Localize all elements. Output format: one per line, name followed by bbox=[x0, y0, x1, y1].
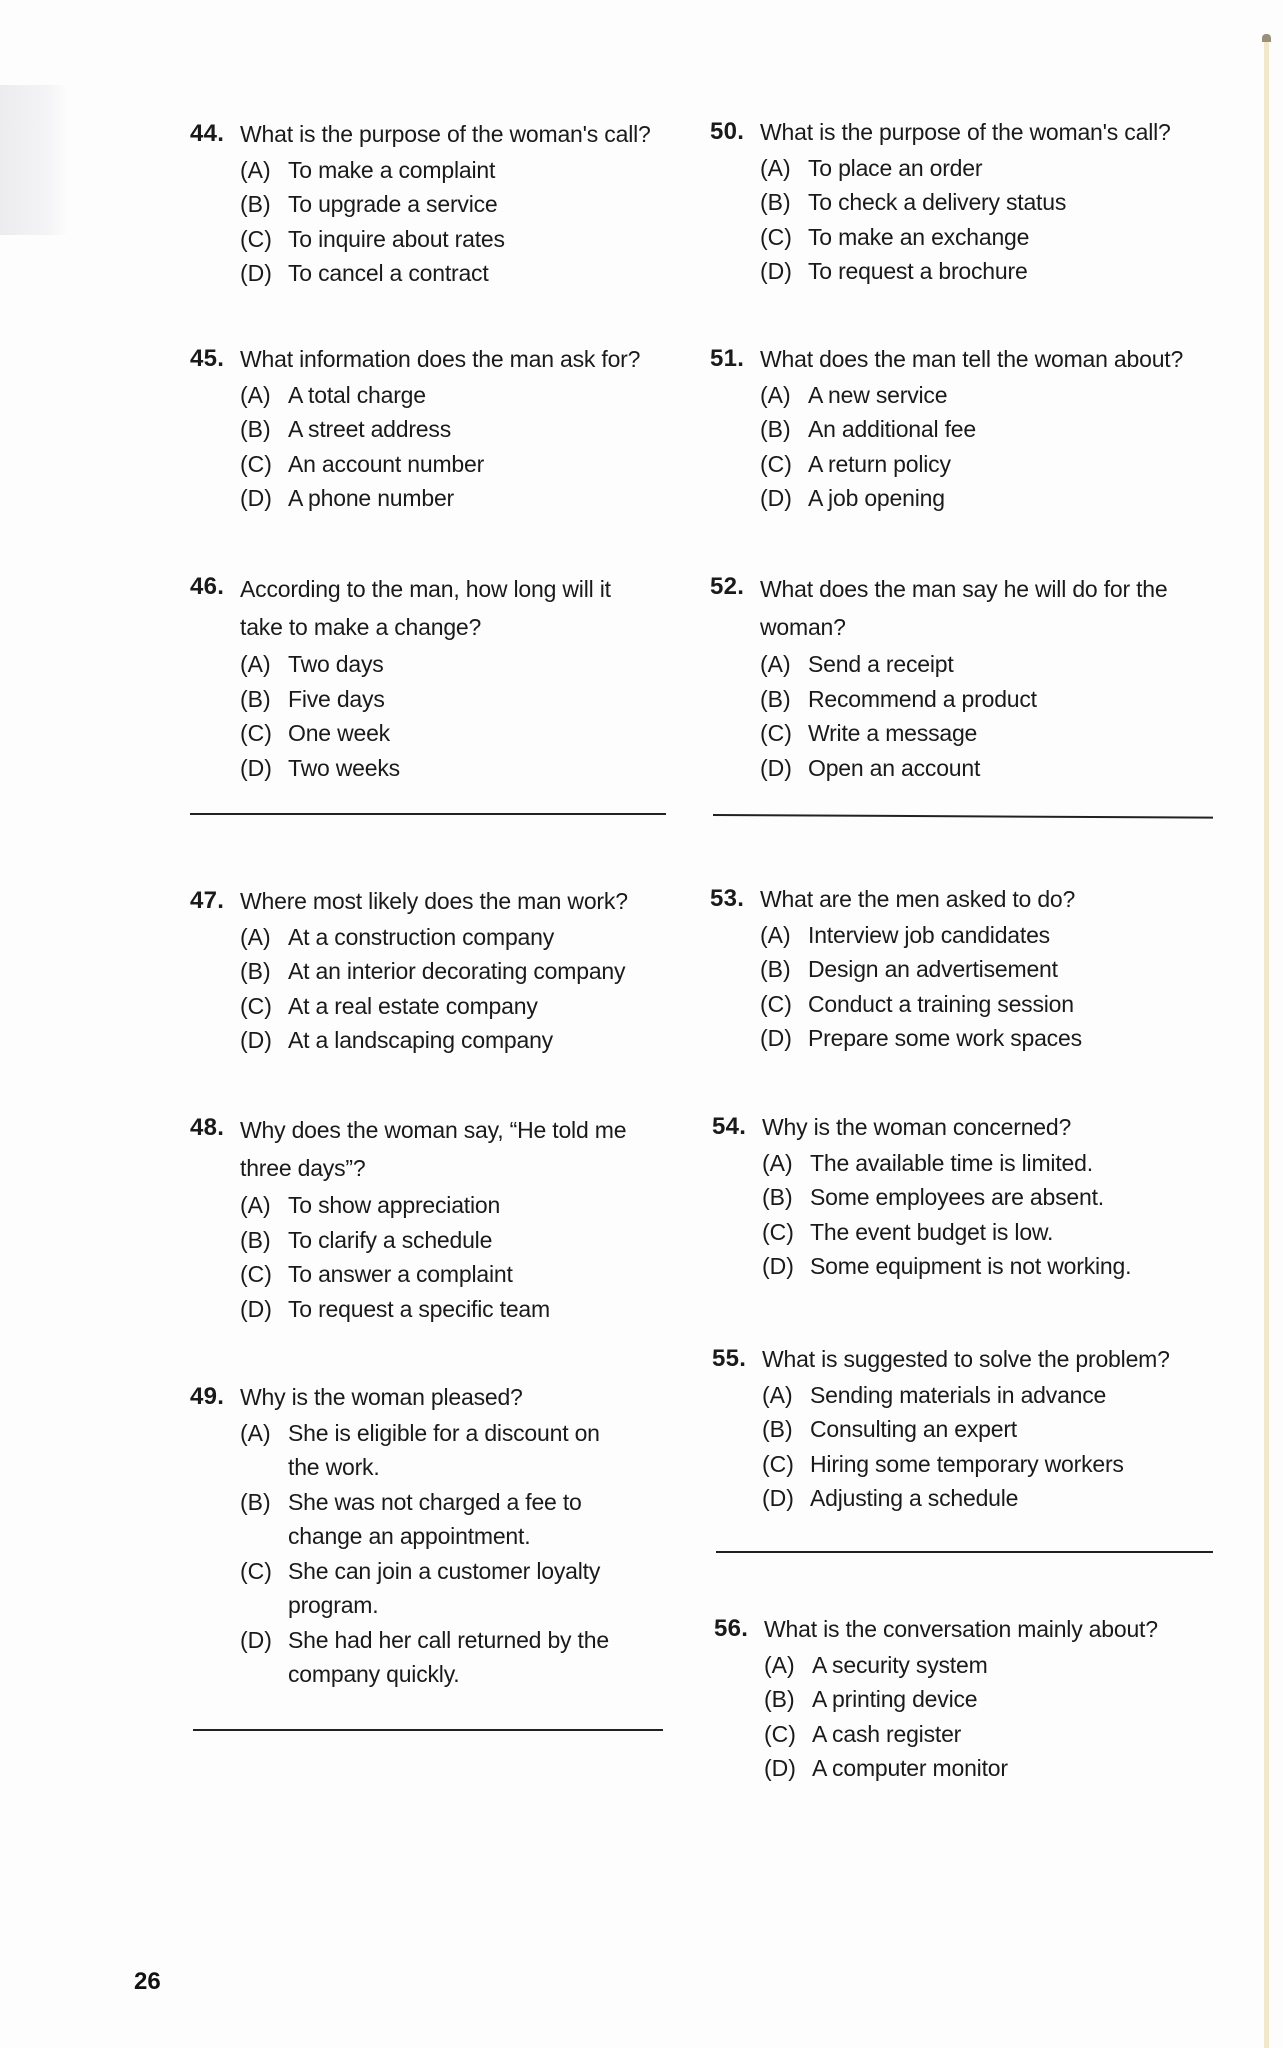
option-c[interactable] bbox=[240, 447, 690, 482]
option-letter: (B) bbox=[240, 1488, 271, 1515]
question-46 bbox=[190, 570, 630, 785]
option-text: Recommend a product bbox=[808, 685, 1037, 712]
question-number: 54. bbox=[712, 1113, 747, 1140]
option-b[interactable] bbox=[760, 185, 1230, 220]
question-number: 45. bbox=[190, 345, 225, 372]
option-letter: (B) bbox=[240, 416, 271, 442]
option-b[interactable] bbox=[240, 682, 630, 717]
option-text: To show appreciation bbox=[288, 1192, 501, 1218]
option-text: A phone number bbox=[288, 485, 454, 511]
option-d[interactable] bbox=[760, 481, 1230, 516]
option-text: To make an exchange bbox=[808, 223, 1030, 250]
option-text: A printing device bbox=[812, 1686, 978, 1712]
option-d[interactable] bbox=[760, 1021, 1230, 1056]
section-divider bbox=[713, 814, 1213, 819]
option-a[interactable] bbox=[762, 1146, 1232, 1181]
option-d[interactable] bbox=[240, 1623, 630, 1692]
question-text: What is the purpose of the woman's call? bbox=[240, 121, 651, 147]
option-text: At a real estate company bbox=[288, 992, 538, 1019]
option-a[interactable] bbox=[240, 920, 690, 955]
answer-options bbox=[760, 378, 1230, 516]
option-text: To make a complaint bbox=[288, 156, 496, 183]
page-number: 26 bbox=[134, 1968, 161, 1995]
question-text: What are the men asked to do? bbox=[760, 886, 1076, 912]
option-c[interactable] bbox=[240, 989, 690, 1024]
option-a[interactable] bbox=[240, 378, 690, 413]
question-53 bbox=[710, 882, 1230, 1056]
option-letter: (B) bbox=[760, 685, 791, 712]
option-text: To inquire about rates bbox=[288, 225, 505, 252]
option-c[interactable] bbox=[240, 222, 690, 257]
question-56 bbox=[714, 1612, 1244, 1786]
option-letter: (A) bbox=[764, 1651, 795, 1678]
question-55 bbox=[712, 1342, 1242, 1516]
option-text: Adjusting a schedule bbox=[810, 1485, 1019, 1511]
option-c[interactable] bbox=[240, 1257, 650, 1292]
question-47 bbox=[190, 884, 690, 1058]
option-text: A new service bbox=[808, 381, 948, 408]
question-48 bbox=[190, 1111, 650, 1326]
answer-options bbox=[240, 647, 630, 785]
option-text: A computer monitor bbox=[812, 1755, 1008, 1781]
option-text: A return policy bbox=[808, 450, 951, 477]
option-text: Consulting an expert bbox=[810, 1416, 1017, 1442]
option-c[interactable] bbox=[760, 716, 1180, 751]
option-letter: (A) bbox=[240, 156, 271, 183]
option-c[interactable] bbox=[762, 1447, 1242, 1482]
answer-options bbox=[764, 1648, 1244, 1786]
option-c[interactable] bbox=[240, 716, 630, 751]
option-letter: (C) bbox=[240, 1261, 272, 1287]
question-text: What does the man say he will do for the woman? bbox=[760, 576, 1168, 640]
option-b[interactable] bbox=[760, 952, 1230, 987]
option-text: Send a receipt bbox=[808, 651, 954, 677]
question-number: 50. bbox=[710, 118, 745, 145]
option-letter: (C) bbox=[240, 992, 272, 1019]
option-c[interactable] bbox=[240, 1554, 630, 1623]
question-45 bbox=[190, 342, 690, 516]
question-number: 46. bbox=[190, 573, 225, 600]
option-a[interactable] bbox=[760, 918, 1230, 953]
question-49 bbox=[190, 1380, 630, 1692]
option-letter: (C) bbox=[240, 1557, 272, 1584]
question-52 bbox=[710, 570, 1180, 785]
option-c[interactable] bbox=[760, 220, 1230, 255]
option-text: She was not charged a fee to change an appointment. bbox=[288, 1488, 582, 1549]
option-text: Design an advertisement bbox=[808, 956, 1058, 982]
option-a[interactable] bbox=[760, 378, 1230, 413]
question-54 bbox=[712, 1110, 1232, 1284]
option-text: A security system bbox=[812, 1651, 988, 1678]
option-letter: (D) bbox=[760, 485, 792, 511]
option-letter: (B) bbox=[764, 1686, 795, 1712]
answer-options bbox=[762, 1378, 1242, 1516]
option-letter: (B) bbox=[240, 191, 271, 217]
option-letter: (C) bbox=[240, 720, 272, 746]
option-letter: (D) bbox=[762, 1485, 794, 1511]
option-a[interactable] bbox=[240, 647, 630, 682]
option-letter: (D) bbox=[240, 1027, 272, 1053]
option-letter: (C) bbox=[764, 1720, 796, 1747]
option-letter: (A) bbox=[760, 154, 791, 181]
answer-options bbox=[760, 918, 1230, 1056]
option-letter: (B) bbox=[240, 685, 271, 712]
answer-options bbox=[240, 920, 690, 1058]
option-d[interactable] bbox=[764, 1751, 1244, 1786]
option-b[interactable] bbox=[762, 1180, 1232, 1215]
question-text: Why does the woman say, “He told me three days”? bbox=[240, 1117, 627, 1181]
section-divider bbox=[190, 813, 666, 815]
option-c[interactable] bbox=[760, 987, 1230, 1022]
option-text: To check a delivery status bbox=[808, 189, 1067, 215]
option-d[interactable] bbox=[760, 254, 1230, 289]
option-letter: (C) bbox=[760, 450, 792, 477]
option-text: A total charge bbox=[288, 381, 426, 408]
section-divider bbox=[716, 1551, 1213, 1553]
option-text: She can join a customer loyalty program. bbox=[288, 1557, 601, 1618]
option-letter: (A) bbox=[760, 381, 791, 408]
option-text: Five days bbox=[288, 685, 385, 712]
option-d[interactable] bbox=[240, 751, 630, 786]
option-text: To upgrade a service bbox=[288, 191, 498, 217]
answer-options bbox=[240, 1416, 630, 1692]
option-text: Interview job candidates bbox=[808, 921, 1050, 948]
option-text: She had her call returned by the company quickly. bbox=[288, 1626, 609, 1687]
option-b[interactable] bbox=[764, 1682, 1244, 1717]
option-letter: (C) bbox=[762, 1450, 794, 1477]
option-letter: (A) bbox=[760, 651, 791, 677]
option-text: At an interior decorating company bbox=[288, 958, 626, 984]
option-text: The event budget is low. bbox=[810, 1218, 1054, 1245]
option-d[interactable] bbox=[762, 1249, 1232, 1284]
option-letter: (A) bbox=[240, 1419, 271, 1446]
answer-options bbox=[760, 151, 1230, 289]
question-number: 55. bbox=[712, 1345, 747, 1372]
option-letter: (B) bbox=[760, 416, 791, 442]
page-edge-shadow bbox=[0, 85, 68, 235]
option-text: Two days bbox=[288, 651, 384, 677]
option-text: To request a brochure bbox=[808, 258, 1028, 284]
option-letter: (A) bbox=[760, 921, 791, 948]
option-letter: (D) bbox=[240, 1626, 272, 1653]
option-text: Open an account bbox=[808, 754, 981, 781]
answer-options bbox=[762, 1146, 1232, 1284]
option-c[interactable] bbox=[760, 447, 1230, 482]
option-text: Two weeks bbox=[288, 754, 400, 781]
option-text: An account number bbox=[288, 450, 485, 477]
option-letter: (C) bbox=[760, 990, 792, 1017]
option-letter: (A) bbox=[240, 651, 271, 677]
option-letter: (D) bbox=[240, 754, 272, 781]
question-text: What is suggested to solve the problem? bbox=[762, 1346, 1170, 1372]
question-50 bbox=[710, 115, 1230, 289]
option-c[interactable] bbox=[764, 1717, 1244, 1752]
option-a[interactable] bbox=[240, 153, 690, 188]
option-letter: (A) bbox=[762, 1149, 793, 1176]
option-letter: (C) bbox=[760, 223, 792, 250]
option-text: Conduct a training session bbox=[808, 990, 1074, 1017]
option-text: To clarify a schedule bbox=[288, 1226, 493, 1253]
option-b[interactable] bbox=[240, 954, 690, 989]
question-number: 49. bbox=[190, 1383, 225, 1410]
option-text: Some employees are absent. bbox=[810, 1184, 1104, 1210]
option-b[interactable] bbox=[240, 412, 690, 447]
option-text: To place an order bbox=[808, 154, 983, 181]
option-a[interactable] bbox=[764, 1648, 1244, 1683]
option-a[interactable] bbox=[240, 1188, 650, 1223]
option-letter: (D) bbox=[762, 1253, 794, 1279]
question-number: 52. bbox=[710, 573, 745, 600]
option-letter: (B) bbox=[762, 1416, 793, 1442]
option-letter: (D) bbox=[240, 1295, 272, 1322]
book-binding-edge bbox=[1264, 34, 1269, 2048]
option-b[interactable] bbox=[240, 1485, 630, 1554]
option-d[interactable] bbox=[240, 481, 690, 516]
option-letter: (D) bbox=[764, 1755, 796, 1781]
option-a[interactable] bbox=[762, 1378, 1242, 1413]
option-text: At a landscaping company bbox=[288, 1027, 553, 1053]
option-text: To cancel a contract bbox=[288, 260, 489, 286]
option-letter: (B) bbox=[762, 1184, 793, 1210]
option-a[interactable] bbox=[760, 151, 1230, 186]
option-text: At a construction company bbox=[288, 923, 555, 950]
option-letter: (C) bbox=[240, 450, 272, 477]
question-number: 44. bbox=[190, 120, 225, 147]
option-letter: (C) bbox=[240, 225, 272, 252]
question-number: 51. bbox=[710, 345, 745, 372]
option-text: Hiring some temporary workers bbox=[810, 1450, 1124, 1477]
option-a[interactable] bbox=[760, 647, 1180, 682]
answer-options bbox=[760, 647, 1180, 785]
option-letter: (D) bbox=[240, 260, 272, 286]
question-text: What information does the man ask for? bbox=[240, 346, 641, 372]
answer-options bbox=[240, 1188, 650, 1326]
option-text: One week bbox=[288, 720, 390, 746]
book-binding-cap bbox=[1262, 34, 1271, 42]
option-text: To answer a complaint bbox=[288, 1261, 513, 1287]
option-letter: (D) bbox=[760, 754, 792, 781]
option-letter: (B) bbox=[240, 1226, 271, 1253]
option-text: The available time is limited. bbox=[810, 1149, 1093, 1176]
option-text: A cash register bbox=[812, 1720, 962, 1747]
option-a[interactable] bbox=[240, 1416, 630, 1485]
option-letter: (A) bbox=[240, 923, 271, 950]
question-51 bbox=[710, 342, 1230, 516]
option-d[interactable] bbox=[240, 1292, 650, 1327]
option-d[interactable] bbox=[760, 751, 1180, 786]
option-b[interactable] bbox=[762, 1412, 1242, 1447]
option-letter: (B) bbox=[760, 189, 791, 215]
option-text: Write a message bbox=[808, 720, 978, 746]
option-b[interactable] bbox=[240, 187, 690, 222]
option-letter: (A) bbox=[762, 1381, 793, 1408]
option-letter: (B) bbox=[240, 958, 271, 984]
option-text: Some equipment is not working. bbox=[810, 1253, 1132, 1279]
option-d[interactable] bbox=[240, 256, 690, 291]
option-letter: (B) bbox=[760, 956, 791, 982]
question-text: What is the conversation mainly about? bbox=[764, 1616, 1158, 1642]
question-number: 56. bbox=[714, 1615, 749, 1642]
section-divider bbox=[193, 1729, 663, 1731]
answer-options bbox=[240, 378, 690, 516]
answer-options bbox=[240, 153, 690, 291]
question-text: What is the purpose of the woman's call? bbox=[760, 119, 1171, 145]
option-text: She is eligible for a discount on the work. bbox=[288, 1419, 600, 1480]
question-text: Where most likely does the man work? bbox=[240, 888, 628, 914]
option-c[interactable] bbox=[762, 1215, 1232, 1250]
option-text: To request a specific team bbox=[288, 1295, 550, 1322]
option-d[interactable] bbox=[240, 1023, 690, 1058]
question-number: 48. bbox=[190, 1114, 225, 1141]
option-b[interactable] bbox=[760, 682, 1180, 717]
question-text: What does the man tell the woman about? bbox=[760, 346, 1184, 372]
option-text: A street address bbox=[288, 416, 451, 442]
option-b[interactable] bbox=[760, 412, 1230, 447]
option-text: Sending materials in advance bbox=[810, 1381, 1107, 1408]
option-text: Prepare some work spaces bbox=[808, 1025, 1082, 1051]
option-d[interactable] bbox=[762, 1481, 1242, 1516]
question-text: According to the man, how long will it take to make a change? bbox=[240, 576, 611, 640]
question-number: 47. bbox=[190, 887, 225, 914]
option-b[interactable] bbox=[240, 1223, 650, 1258]
question-text: Why is the woman pleased? bbox=[240, 1384, 523, 1410]
option-letter: (D) bbox=[760, 258, 792, 284]
option-letter: (A) bbox=[240, 1192, 271, 1218]
option-letter: (A) bbox=[240, 381, 271, 408]
question-number: 53. bbox=[710, 885, 745, 912]
question-44 bbox=[190, 117, 690, 291]
option-letter: (D) bbox=[760, 1025, 792, 1051]
option-text: An additional fee bbox=[808, 416, 976, 442]
option-text: A job opening bbox=[808, 485, 945, 511]
option-letter: (D) bbox=[240, 485, 272, 511]
option-letter: (C) bbox=[762, 1218, 794, 1245]
question-text: Why is the woman concerned? bbox=[762, 1114, 1072, 1140]
option-letter: (C) bbox=[760, 720, 792, 746]
